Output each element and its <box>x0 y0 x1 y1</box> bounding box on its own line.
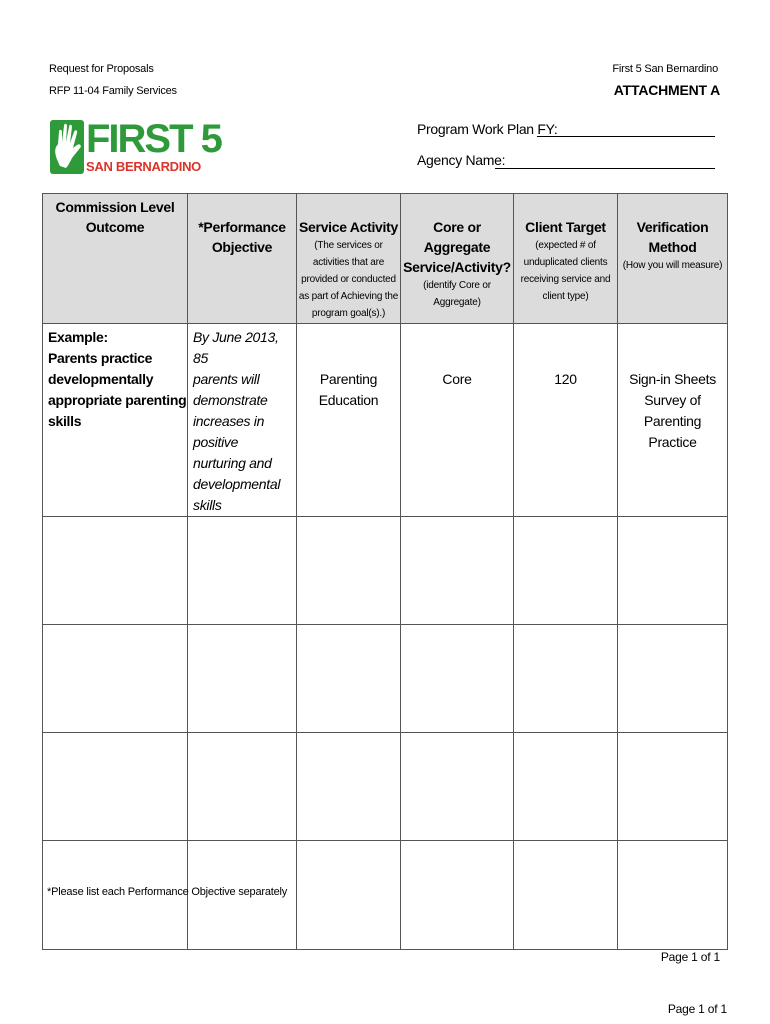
empty-cell[interactable] <box>514 841 618 950</box>
first5-logo-graphic <box>48 114 221 176</box>
first5-logo <box>48 114 221 176</box>
hand-icon <box>50 120 84 174</box>
example-core-cell: Core <box>401 324 514 517</box>
col-header-verification: Verification Method (How you will measure) <box>618 194 728 324</box>
work-plan-table <box>42 193 728 950</box>
empty-cell[interactable] <box>514 517 618 625</box>
empty-cell[interactable] <box>401 841 514 950</box>
table-row <box>43 733 728 841</box>
table-row <box>43 625 728 733</box>
table-row <box>43 517 728 625</box>
empty-cell[interactable] <box>618 841 728 950</box>
page-number-lower: Page 1 of 1 <box>667 1002 727 1016</box>
header-rfp-number: RFP 11-04 Family Services <box>49 85 177 97</box>
empty-cell[interactable] <box>188 625 297 733</box>
empty-cell[interactable] <box>618 517 728 625</box>
footnote: *Please list each Performance Objective separately <box>47 886 288 898</box>
empty-cell[interactable] <box>43 517 188 625</box>
empty-cell[interactable] <box>297 625 401 733</box>
empty-cell[interactable] <box>618 625 728 733</box>
example-client-target-cell: 120 <box>514 324 618 517</box>
empty-cell[interactable] <box>514 733 618 841</box>
header-request-for-proposals: Request for Proposals <box>49 63 154 75</box>
example-service-cell: Parenting Education <box>297 324 401 517</box>
col-header-service-activity: Service Activity (The services or activities that are provided or conducted as part of Achieving the program goal(s).) <box>297 194 401 324</box>
logo-brand-text: FIRST 5 <box>86 117 221 161</box>
attachment-label: ATTACHMENT A <box>613 82 720 98</box>
empty-cell[interactable] <box>514 625 618 733</box>
page-number-upper: Page 1 of 1 <box>660 950 720 964</box>
col-header-objective: *Performance Objective <box>188 194 297 324</box>
empty-cell[interactable] <box>43 733 188 841</box>
empty-cell[interactable] <box>188 733 297 841</box>
empty-cell[interactable] <box>43 625 188 733</box>
empty-cell[interactable] <box>297 733 401 841</box>
empty-cell[interactable] <box>297 841 401 950</box>
col-header-outcome: Commission Level Outcome <box>43 194 188 324</box>
example-verification-cell: Sign-in Sheets Survey of Parenting Practice <box>618 324 728 517</box>
col-header-client-target: Client Target (expected # of unduplicated clients receiving service and client type) <box>514 194 618 324</box>
example-row <box>43 324 728 517</box>
empty-cell[interactable] <box>401 625 514 733</box>
header-organization: First 5 San Bernardino <box>612 63 718 75</box>
empty-cell[interactable] <box>401 517 514 625</box>
empty-cell[interactable] <box>618 733 728 841</box>
empty-cell[interactable] <box>401 733 514 841</box>
program-work-plan-input[interactable] <box>537 136 715 137</box>
col-header-core-aggregate: Core or Aggregate Service/Activity? (identify Core or Aggregate) <box>401 194 514 324</box>
program-work-plan-label: Program Work Plan FY: <box>417 121 558 137</box>
agency-name-label: Agency Name: <box>417 152 506 168</box>
empty-cell[interactable] <box>297 517 401 625</box>
example-outcome-cell: Example: Parents practice developmentally appropriate parenting skills <box>43 324 188 517</box>
agency-name-input[interactable] <box>495 168 715 169</box>
table-header-row <box>43 194 728 324</box>
example-objective-cell: By June 2013, 85 parents will demonstrate increases in positive nurturing and developmental skills <box>188 324 297 517</box>
logo-sub-text: SAN BERNARDINO <box>86 159 201 174</box>
empty-cell[interactable] <box>188 517 297 625</box>
